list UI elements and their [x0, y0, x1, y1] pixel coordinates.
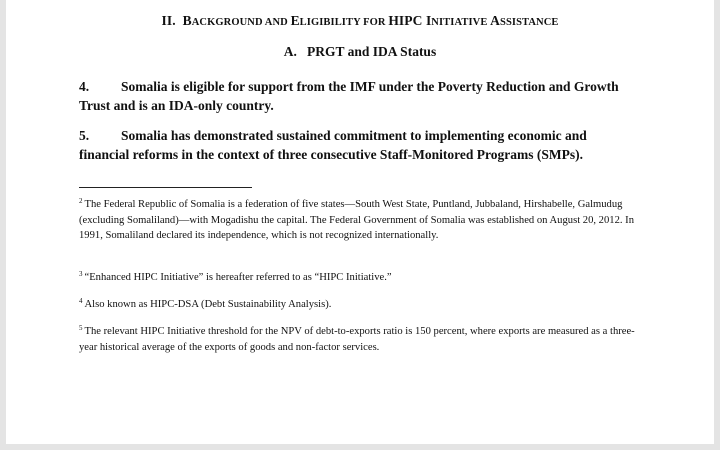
- paragraph-4: [79, 77, 639, 115]
- heading-cap: A: [490, 13, 501, 28]
- footnote-text: The relevant HIPC Initiative threshold for the NPV of debt-to-exports ratio is 150 percent, where exports are measured as a three-year historical average of the exports of goods and non-factor services.: [79, 326, 635, 353]
- subsection-heading: A. PRGT and IDA Status: [283, 44, 437, 59]
- paragraph-text: Somalia is eligible for support from the IMF under the Poverty Reduction and Growth Trust and is an IDA-only country.: [79, 79, 619, 113]
- paragraph-5: [79, 126, 639, 164]
- heading-cap: HIPC: [388, 13, 426, 28]
- footnote-2: [79, 194, 639, 244]
- paragraph-number: 4.: [79, 79, 90, 94]
- footnote-4: [79, 294, 639, 313]
- heading-cap: B: [182, 13, 192, 28]
- paragraph-number: 5.: [79, 128, 90, 143]
- section-numeral: II.: [161, 13, 176, 28]
- document-page: [6, 0, 714, 444]
- footnote-marker: 2: [79, 197, 83, 205]
- heading-smallcaps: SSISTANCE: [500, 17, 559, 28]
- footnote-text: Also known as HIPC-DSA (Debt Sustainability Analysis).: [84, 299, 332, 310]
- heading-smallcaps: ACKGROUND AND: [191, 17, 291, 28]
- footnote-text: The Federal Republic of Somalia is a federation of five states—South West State, Puntland, Jubbaland, Hirshabelle, Galmudug (excluding Somaliland)—with Mogadishu the capital. The Federal Government of Somalia was established on August 20, 2012. In 1991, Somaliland declared its independence, which is not recognized internationally.: [79, 199, 634, 241]
- footnote-separator: [79, 187, 252, 188]
- footnote-marker: 4: [79, 297, 83, 305]
- heading-cap: E: [290, 13, 300, 28]
- section-heading: [6, 13, 714, 29]
- paragraph-text: Somalia has demonstrated sustained commitment to implementing economic and financial reforms in the context of three consecutive Staff-Monitored Programs (SMPs).: [79, 128, 587, 162]
- heading-cap: I: [425, 13, 432, 28]
- footnote-text: “Enhanced HIPC Initiative” is hereafter referred to as “HIPC Initiative.”: [84, 272, 392, 283]
- footnote-marker: 3: [79, 270, 83, 278]
- footnote-marker: 5: [79, 324, 83, 332]
- heading-smallcaps: LIGIBILITY FOR: [299, 17, 389, 28]
- heading-smallcaps: NITIATIVE: [431, 17, 491, 28]
- footnote-5: [79, 321, 639, 355]
- footnote-3: [79, 267, 639, 286]
